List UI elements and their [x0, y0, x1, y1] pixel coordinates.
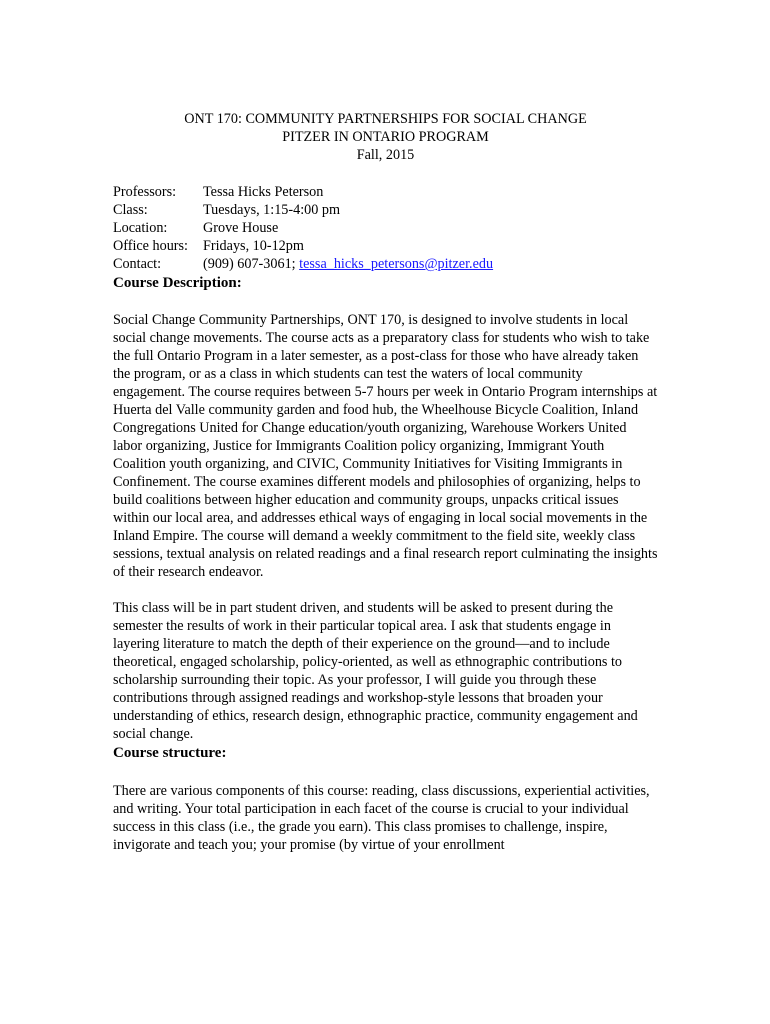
info-row-contact: [113, 255, 658, 273]
course-structure-paragraph: There are various components of this course: reading, class discussions, experiential activities, and writing. Your total participation in each facet of the course is crucial to your individual success in this class (i.e., the grade you earn). This class promises to challenge, inspire, invigorate and teach you; your promise (by virtue of your enrollment: [113, 783, 650, 853]
course-structure-heading: Course structure:: [113, 745, 227, 761]
professors-value: Tessa Hicks Peterson: [203, 184, 324, 200]
course-description-paragraph-1: Social Change Community Partnerships, ONT 170, is designed to involve students in local social change movements. The course acts as a preparatory class for students who wish to take the full Ontario Program in a later semester, as a post-class for those who have already taken the program, or as a class in which students can test the waters of local community engagement. The course requires between 5-7 hours per week in Ontario Program internships at Huerta del Valle community garden and food hub, the Wheelhouse Bicycle Coalition, Inland Congregations United for Change education/youth organizing, Warehouse Workers United labor organizing, Justice for Immigrants Coalition policy organizing, Immigrant Youth Coalition youth organizing, and CIVIC, Community Initiatives for Visiting Immigrants in Confinement. The course examines different models and philosophies of organizing, helps to build coalitions between higher education and community groups, unpacks critical issues within our local area, and addresses ethical ways of engaging in local social movements in the Inland Empire. The course will demand a weekly commitment to the field site, weekly class sessions, textual analysis on related readings and a final research report culminating the insights of their research endeavor.: [113, 312, 658, 580]
location-label: Location:: [113, 220, 168, 236]
professors-label: Professors:: [113, 184, 177, 200]
info-row-class: [113, 201, 658, 219]
contact-label: Contact:: [113, 256, 162, 272]
info-row-location: [113, 219, 658, 237]
info-row-office-hours: [113, 237, 658, 255]
course-info: [113, 183, 658, 273]
term: Fall, 2015: [356, 147, 415, 163]
document-header: [113, 110, 658, 164]
info-row-professors: [113, 183, 658, 201]
course-description-heading: Course Description:: [113, 275, 242, 291]
course-description-paragraph-2: This class will be in part student driven, and students will be asked to present during the semester the results of work in their particular topical area. I ask that students engage in layering literature to match the depth of their experience on the ground—and to include theoretical, engaged scholarship, policy-oriented, as well as ethnographic contributions to scholarship surrounding their topic. As your professor, I will guide you through these contributions through assigned readings and workshop-style lessons that broaden your understanding of ethics, research design, ethnographic practice, community engagement and social change.: [113, 600, 638, 742]
office-hours-label: Office hours:: [113, 238, 188, 254]
class-label: Class:: [113, 202, 148, 218]
location-value: Grove House: [203, 220, 279, 236]
office-hours-value: Fridays, 10-12pm: [203, 238, 304, 254]
program-name: PITZER IN ONTARIO PROGRAM: [282, 129, 489, 145]
course-title: ONT 170: COMMUNITY PARTNERSHIPS FOR SOCIAL CHANGE: [184, 111, 587, 127]
contact-value: [203, 255, 658, 273]
class-value: Tuesdays, 1:15-4:00 pm: [203, 202, 341, 218]
contact-phone: (909) 607-3061;: [203, 256, 300, 272]
document-page: [113, 110, 658, 854]
contact-email-link[interactable]: tessa_hicks_petersons@pitzer.edu: [299, 256, 494, 272]
